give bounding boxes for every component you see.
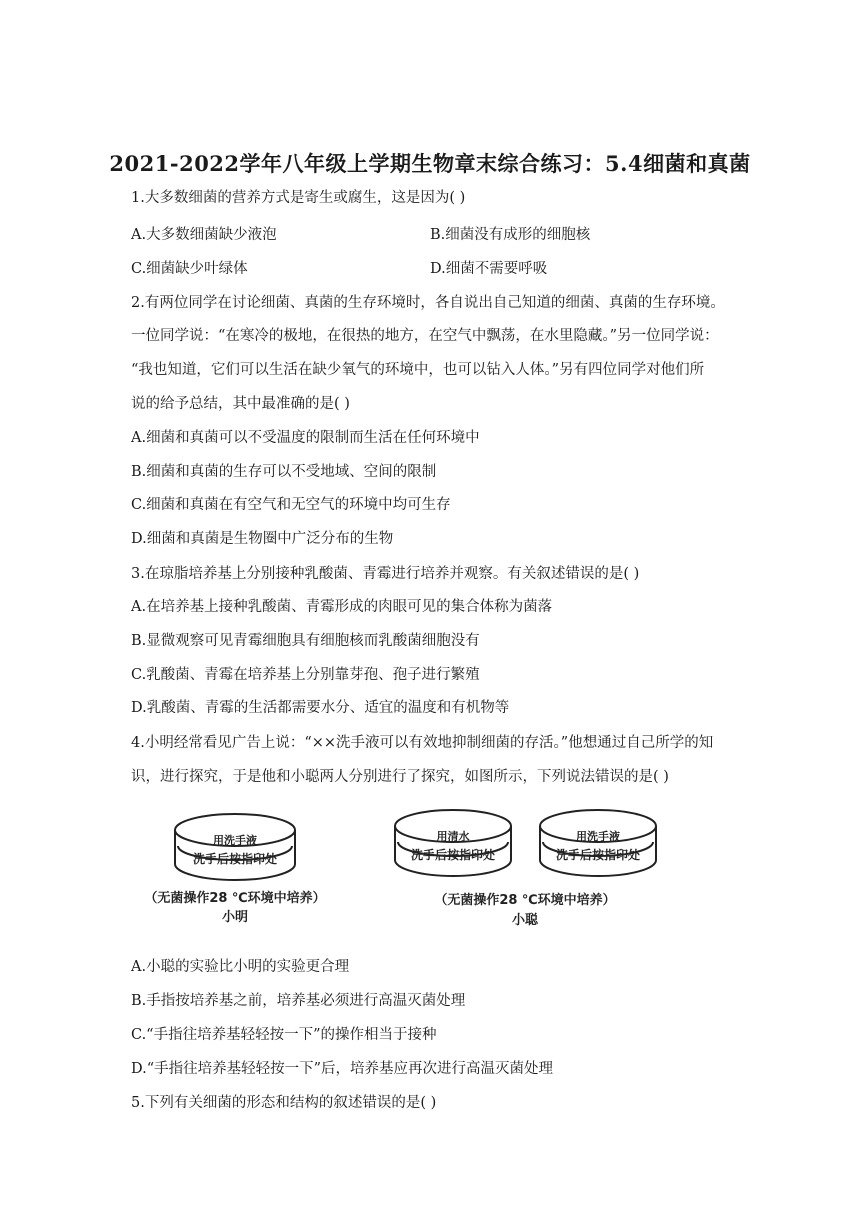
- q2-option-c: C.细菌和真菌在有空气和无空气的环境中均可生存: [131, 497, 451, 513]
- dish-label-bottom-water: 洗手后按指印处: [410, 848, 496, 862]
- dish-label-bottom-xiaoming: 洗手后按指印处: [192, 852, 278, 866]
- q2-stem-line-1: 2.有两位同学在讨论细菌、真菌的生存环境时，各自说出自己知道的细菌、真菌的生存环境。: [131, 295, 725, 311]
- q5-stem: 5.下列有关细菌的形态和结构的叙述错误的是( ): [131, 1095, 437, 1111]
- q4-stem-line-1: 4.小明经常看见广告上说：“××洗手液可以有效地抑制细菌的存活。”他想通过自己所学的知: [131, 735, 714, 751]
- q4-option-a: A.小聪的实验比小明的实验更合理: [131, 959, 350, 975]
- q4-stem-line-2: 识，进行探究，于是他和小聪两人分别进行了探究，如图所示，下列说法错误的是( ): [131, 769, 669, 785]
- q2-option-a: A.细菌和真菌可以不受温度的限制而生活在任何环境中: [131, 430, 480, 446]
- q3-option-a: A.在培养基上接种乳酸菌、青霉形成的肉眼可见的集合体称为菌落: [131, 599, 553, 615]
- q2-stem-line-2: 一位同学说：“在寒冷的极地，在很热的地方，在空气中飘荡，在水里隐藏。”另一位同学说：: [131, 328, 719, 344]
- dish-label-top-wash: 用洗手液: [576, 830, 620, 843]
- q1-option-c: C.细菌缺少叶绿体: [131, 261, 248, 277]
- petri-dish-xiaoming: [175, 814, 295, 880]
- q3-option-b: B.显微观察可见青霉细胞具有细胞核而乳酸菌细胞没有: [131, 633, 480, 649]
- q1-stem: 1.大多数细菌的营养方式是寄生或腐生，这是因为( ): [131, 190, 466, 206]
- q1-option-d: D.细菌不需要呼吸: [430, 261, 548, 277]
- dish-label-bottom-wash: 洗手后按指印处: [555, 848, 641, 862]
- name-caption-xiaoming: 小明: [221, 910, 249, 925]
- q2-option-d: D.细菌和真菌是生物圈中广泛分布的生物: [131, 531, 394, 547]
- petri-dish-xiaocong-water: [395, 810, 511, 876]
- name-caption-xiaocong: 小聪: [511, 913, 539, 928]
- q2-stem-line-3: “我也知道，它们可以生活在缺少氧气的环境中，也可以钻入人体。”另有四位同学对他们所: [131, 362, 705, 378]
- q1-option-b: B.细菌没有成形的细胞核: [430, 227, 591, 243]
- dish-label-top-water: 用清水: [436, 830, 470, 843]
- q4-option-b: B.手指按培养基之前，培养基必须进行高温灭菌处理: [131, 993, 466, 1009]
- q3-option-d: D.乳酸菌、青霉的生活都需要水分、适宜的温度和有机物等: [131, 700, 510, 716]
- document-title: 2021-2022学年八年级上学期生物章末综合练习：5.4细菌和真菌: [109, 151, 751, 176]
- q3-stem: 3.在琼脂培养基上分别接种乳酸菌、青霉进行培养并观察。有关叙述错误的是( ): [131, 566, 640, 582]
- q4-option-c: C.“手指往培养基轻轻按一下”的操作相当于接种: [131, 1027, 437, 1043]
- q1-option-a: A.大多数细菌缺少液泡: [131, 227, 277, 243]
- petri-dish-figure: [120, 800, 680, 940]
- petri-dish-xiaocong-wash: [540, 810, 656, 876]
- q2-option-b: B.细菌和真菌的生存可以不受地域、空间的限制: [131, 464, 437, 480]
- dish-label-top-xiaoming: 用洗手液: [213, 834, 257, 847]
- condition-caption-xiaoming: （无菌操作28 ℃环境中培养）: [144, 891, 326, 906]
- condition-caption-xiaocong: （无菌操作28 ℃环境中培养）: [434, 893, 616, 908]
- q4-option-d: D.“手指往培养基轻轻按一下”后，培养基应再次进行高温灭菌处理: [131, 1061, 554, 1077]
- q3-option-c: C.乳酸菌、青霉在培养基上分别靠芽孢、孢子进行繁殖: [131, 667, 480, 683]
- q2-stem-line-4: 说的给予总结，其中最准确的是( ): [131, 396, 350, 412]
